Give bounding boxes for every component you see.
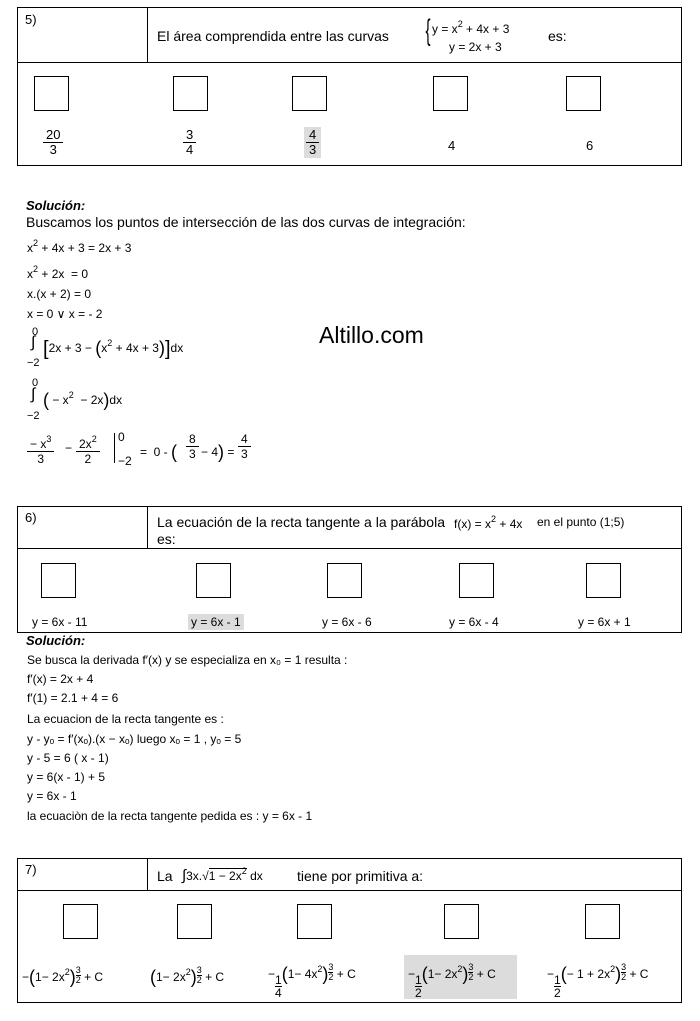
option-checkbox-4[interactable] <box>433 76 468 111</box>
option-2: $(1- 2x^2)$ $\frac{3}{2}$ + C <box>150 965 225 987</box>
solution-step-6: y - 5 = 6 ( x - 1) <box>27 751 109 765</box>
equation-system-line-2: y = 2x + 3 <box>449 40 502 54</box>
option-checkbox-3[interactable] <box>327 563 362 598</box>
solution-intro: Buscamos los puntos de intersección de las dos curvas de integración: <box>26 214 466 230</box>
question-number: 6) <box>25 510 37 525</box>
option-2: $\frac{3}{4}$ <box>183 128 196 157</box>
integral-1-body: $[2x + 3 - (x^2 + 4x + 3)]dx$ <box>43 338 184 360</box>
option-3-selected: $\frac{4}{3}$ <box>304 127 321 158</box>
final-result-b: − 4) = <box>201 442 235 462</box>
final-frac-8-3: $\frac{8}{3}$ <box>186 432 199 461</box>
final-lower: −2 <box>118 454 132 468</box>
final-fraction-2: $\frac{2x^2}{2}$ <box>76 432 100 466</box>
question-prompt-pre: La <box>157 868 173 884</box>
question-prompt-post: tiene por primitiva a: <box>297 868 424 884</box>
solution-step-1: Se busca la derivada f′(x) y se especializa en x₀ = 1 resulta : <box>27 653 348 667</box>
solution-step-5: y - yₒ = f′(xₒ).(x − xₒ) luego xₒ = 1 , yₒ = 5 <box>27 732 242 746</box>
final-result: = 0 - ( <box>140 442 178 462</box>
minus-sign: − <box>65 441 73 455</box>
integral-sign-icon: ∫ <box>31 386 36 403</box>
option-3: y = 6x - 6 <box>322 615 372 629</box>
solution-step-9: la ecuaciòn de la recta tangente pedida es : y = 6x - 1 <box>27 809 313 823</box>
option-5: 6 <box>586 138 594 153</box>
option-4-selected: − $\frac{1}{2}$ $(1- 2x^2)$ $\frac{3}{2}$ + C <box>408 962 496 1000</box>
solution-step-4: x = 0 ∨ x = - 2 <box>27 307 103 321</box>
solution-step-7: y = 6(x - 1) + 5 <box>27 770 106 784</box>
solution-step-3: x.(x + 2) = 0 <box>27 287 92 301</box>
question-point: en el punto (1;5) <box>537 515 625 529</box>
integral-2-upper: 0 <box>32 377 39 389</box>
option-checkbox-5[interactable] <box>585 904 620 939</box>
solution-step-1: $x^2 + 4x + 3 = 2x + 3$ <box>27 238 132 255</box>
integral-2-body: ( − $x^2 - 2x)dx$ <box>43 390 123 410</box>
question-prompt: La ecuación de la recta tangente a la parábola <box>157 514 445 530</box>
option-4: 4 <box>448 138 456 153</box>
final-frac-4-3: $\frac{4}{3}$ <box>238 432 251 461</box>
option-checkbox-2[interactable] <box>173 76 208 111</box>
final-fraction-1: $\frac{- x^3}{3}$ <box>27 432 54 466</box>
option-3: − $\frac{1}{4}$ $(1- 4x^2)$ $\frac{3}{2}$ + C <box>268 962 356 1000</box>
watermark: Altillo.com <box>319 322 424 348</box>
solution-step-2: $x^2 + 2x = 0$ <box>27 264 89 281</box>
option-5: − $\frac{1}{2}$ (− $1 + 2x^2$) $\frac{3}{2}$ + C <box>547 962 649 1000</box>
final-upper: 0 <box>118 430 125 444</box>
option-checkbox-1[interactable] <box>63 904 98 939</box>
option-1: y = 6x - 11 <box>32 615 88 629</box>
question-number: 7) <box>25 862 37 877</box>
question-number: 5) <box>25 12 37 27</box>
evaluation-bar <box>114 433 116 463</box>
integral-2-lower: −2 <box>27 410 40 422</box>
option-checkbox-4[interactable] <box>459 563 494 598</box>
option-checkbox-5[interactable] <box>586 563 621 598</box>
solution-heading: Solución: <box>26 633 86 648</box>
solution-step-2: f′(x) = 2x + 4 <box>27 672 94 686</box>
question-line-2: es: <box>157 531 176 547</box>
option-1: $-(1- 2x^2)$ $\frac{3}{2}$ + C <box>22 965 104 987</box>
integral-sign-icon: ∫ <box>31 334 36 351</box>
option-checkbox-1[interactable] <box>34 76 69 111</box>
question-function: $f(x) = x^2 + 4x$ <box>454 514 523 531</box>
option-checkbox-1[interactable] <box>41 563 76 598</box>
option-checkbox-4[interactable] <box>444 904 479 939</box>
option-checkbox-3[interactable] <box>297 904 332 939</box>
option-2-selected: y = 6x - 1 <box>188 614 244 630</box>
question-prompt: El área comprendida entre las curvas <box>157 28 389 44</box>
option-checkbox-2[interactable] <box>177 904 212 939</box>
equation-system-line-1: $y = x^2 + 4x + 3$ <box>432 19 510 36</box>
option-1: $\frac{20}{3}$ <box>43 128 63 157</box>
option-checkbox-2[interactable] <box>196 563 231 598</box>
brace-icon: { <box>425 14 431 47</box>
option-checkbox-3[interactable] <box>292 76 327 111</box>
solution-step-3: f′(1) = 2.1 + 4 = 6 <box>27 691 119 705</box>
solution-step-8: y = 6x - 1 <box>27 789 77 803</box>
solution-step-4: La ecuacion de la recta tangente es : <box>27 712 224 726</box>
integral-1-upper: 0 <box>32 326 39 338</box>
question-integral: $\int 3x.√1 - 2x^2$ dx <box>182 866 263 884</box>
solution-heading: Solución: <box>26 198 86 213</box>
option-4: y = 6x - 4 <box>449 615 499 629</box>
option-5: y = 6x + 1 <box>578 615 631 629</box>
question-suffix: es: <box>548 28 567 44</box>
option-checkbox-5[interactable] <box>566 76 601 111</box>
integral-1-lower: −2 <box>27 357 40 369</box>
